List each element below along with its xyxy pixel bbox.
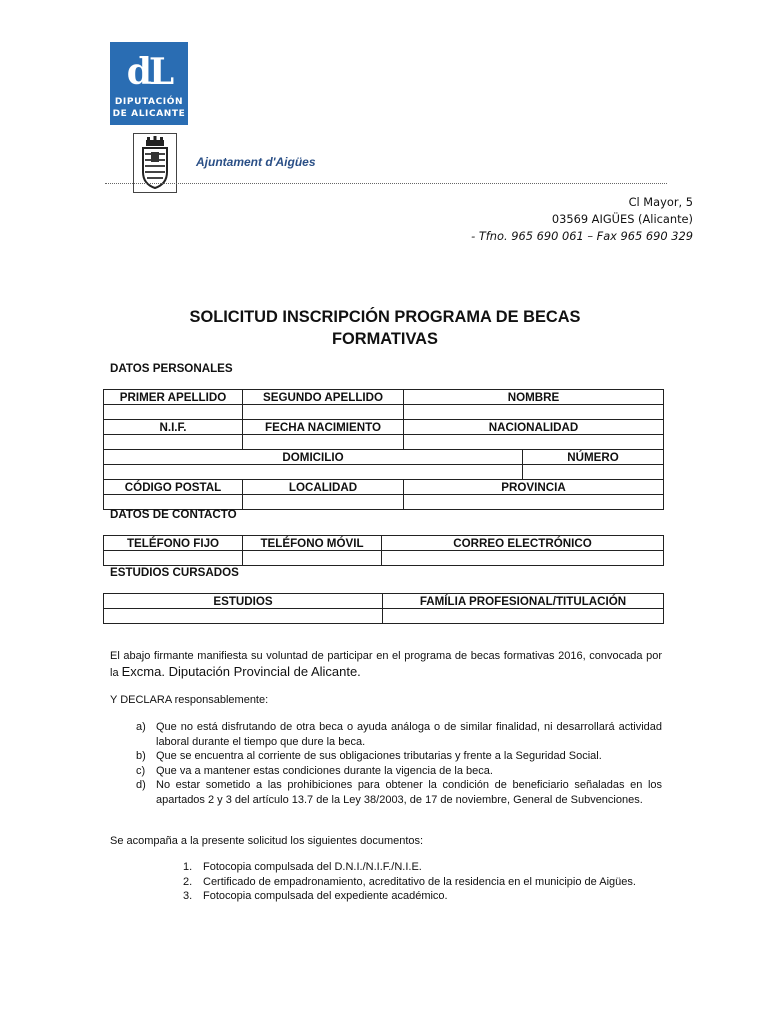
header-nif: N.I.F. bbox=[104, 420, 243, 435]
header-nombre: NOMBRE bbox=[404, 390, 664, 405]
header-divider bbox=[105, 183, 667, 184]
acompana-paragraph: Se acompaña a la presente solicitud los siguientes documentos: bbox=[110, 835, 424, 847]
field-numero[interactable] bbox=[523, 465, 664, 480]
title-line2: FORMATIVAS bbox=[332, 330, 438, 348]
list-item-text: Fotocopia compulsada del D.N.I./N.I.F./N.I.E. bbox=[203, 861, 422, 873]
logo-line2: DE ALICANTE bbox=[112, 109, 186, 119]
address-block bbox=[471, 194, 693, 245]
list-item bbox=[136, 749, 662, 764]
list-item-text: Que se encuentra al corriente de sus obligaciones tributarias y frente a la Seguridad Social. bbox=[156, 750, 602, 762]
field-telefono-movil[interactable] bbox=[243, 551, 382, 566]
logo-line1: DIPUTACIÓN bbox=[114, 97, 184, 107]
header-provincia: PROVINCIA bbox=[404, 480, 664, 495]
section-contact: DATOS DE CONTACTO bbox=[110, 508, 237, 521]
header-telefono-fijo: TELÉFONO FIJO bbox=[104, 536, 243, 551]
list-item-text: Fotocopia compulsada del expediente académico. bbox=[203, 890, 448, 902]
header-familia: FAMÍLIA PROFESIONAL/TITULACIÓN bbox=[383, 594, 664, 609]
list-item-marker: 1. bbox=[183, 861, 193, 873]
field-nif[interactable] bbox=[104, 435, 243, 450]
header-estudios: ESTUDIOS bbox=[104, 594, 383, 609]
field-nombre[interactable] bbox=[404, 405, 664, 420]
diputacion-logo bbox=[110, 42, 188, 125]
list-item bbox=[136, 720, 662, 749]
declarations-list bbox=[136, 720, 662, 807]
header-fecha-nacimiento: FECHA NACIMIENTO bbox=[243, 420, 404, 435]
address-phone: - Tfno. 965 690 061 – Fax 965 690 329 bbox=[471, 229, 693, 243]
field-localidad[interactable] bbox=[243, 495, 404, 510]
coat-of-arms-icon bbox=[133, 133, 177, 193]
list-item-marker: a) bbox=[136, 721, 146, 733]
title-line1: SOLICITUD INSCRIPCIÓN PROGRAMA DE BECAS bbox=[189, 308, 581, 326]
field-estudios[interactable] bbox=[104, 609, 383, 624]
address-city: 03569 AIGÜES (Alicante) bbox=[551, 212, 693, 226]
section-personal: DATOS PERSONALES bbox=[110, 362, 233, 375]
declara-heading: Y DECLARA responsablemente: bbox=[110, 694, 269, 706]
list-item-text: Que va a mantener estas condiciones durante la vigencia de la beca. bbox=[156, 764, 493, 777]
field-domicilio[interactable] bbox=[104, 465, 523, 480]
header-telefono-movil: TELÉFONO MÓVIL bbox=[243, 536, 382, 551]
header-nacionalidad: NACIONALIDAD bbox=[404, 420, 664, 435]
page-title bbox=[110, 306, 660, 350]
list-item-marker: d) bbox=[136, 779, 146, 791]
list-item bbox=[136, 764, 662, 779]
header-numero: NÚMERO bbox=[523, 450, 664, 465]
documents-list bbox=[183, 860, 662, 904]
list-item-marker: c) bbox=[136, 764, 146, 777]
section-studies: ESTUDIOS CURSADOS bbox=[110, 566, 239, 579]
list-item-text: Certificado de empadronamiento, acreditativo de la residencia en el municipio de Aigües. bbox=[203, 875, 636, 888]
list-item-text: Que no está disfrutando de otra beca o ayuda análoga o de similar finalidad, ni desarrollará actividad laboral durante el tiempo que dure la beca. bbox=[156, 721, 662, 748]
field-nacionalidad[interactable] bbox=[404, 435, 664, 450]
header-localidad: LOCALIDAD bbox=[243, 480, 404, 495]
contact-data-table bbox=[103, 535, 664, 566]
list-item-text: No estar sometido a las prohibiciones para obtener la condición de beneficiario señaladas en los apartados 2 y 3 del artículo 13.7 de la Ley 38/2003, de 17 de noviembre, General de Subvenciones. bbox=[156, 779, 662, 806]
field-telefono-fijo[interactable] bbox=[104, 551, 243, 566]
list-item-marker: 2. bbox=[183, 875, 193, 888]
intro-paragraph bbox=[110, 649, 662, 681]
intro-institution: Excma. Diputación Provincial de Alicante. bbox=[121, 664, 361, 679]
list-item-marker: 3. bbox=[183, 890, 193, 902]
field-provincia[interactable] bbox=[404, 495, 664, 510]
municipality-name: Ajuntament d'Aigües bbox=[196, 155, 316, 169]
logo-mark: dL bbox=[126, 51, 172, 93]
field-primer-apellido[interactable] bbox=[104, 405, 243, 420]
list-item bbox=[183, 875, 662, 890]
studies-table bbox=[103, 593, 664, 624]
field-segundo-apellido[interactable] bbox=[243, 405, 404, 420]
list-item bbox=[136, 778, 662, 807]
header-domicilio: DOMICILIO bbox=[104, 450, 523, 465]
header-segundo-apellido: SEGUNDO APELLIDO bbox=[243, 390, 404, 405]
field-correo[interactable] bbox=[382, 551, 664, 566]
field-fecha-nacimiento[interactable] bbox=[243, 435, 404, 450]
personal-data-table bbox=[103, 389, 664, 510]
intro-text: El abajo firmante manifiesta su voluntad de participar en el programa de becas formativas 2016, convocada por la bbox=[110, 650, 662, 679]
header-primer-apellido: PRIMER APELLIDO bbox=[104, 390, 243, 405]
header-correo: CORREO ELECTRÓNICO bbox=[382, 536, 664, 551]
address-street: Cl Mayor, 5 bbox=[628, 195, 693, 209]
list-item bbox=[183, 860, 662, 875]
header-codigo-postal: CÓDIGO POSTAL bbox=[104, 480, 243, 495]
list-item bbox=[183, 889, 662, 904]
list-item-marker: b) bbox=[136, 750, 146, 762]
field-familia[interactable] bbox=[383, 609, 664, 624]
